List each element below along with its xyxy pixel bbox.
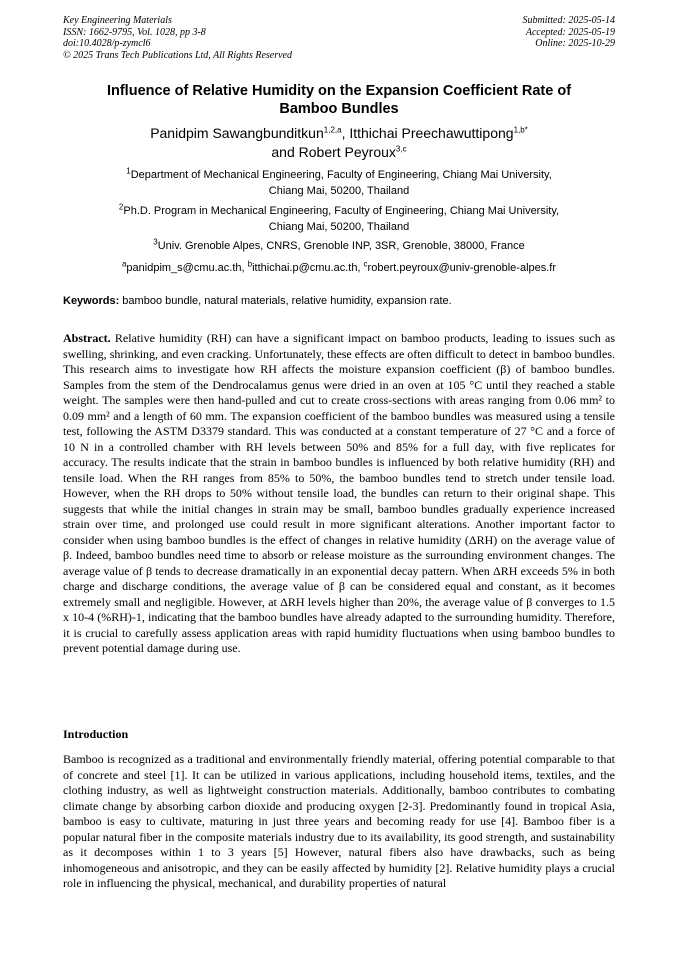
abstract-label: Abstract. [63,331,111,345]
email-superscript: c [363,259,368,269]
email-superscript: b [247,259,253,269]
introduction-text: Bamboo is recognized as a traditional and environmentally friendly material, offering potential comparable to that of concrete and steel [1]. It can be utilized in various applications, including household items, textiles, and the clothing industry, as well as lightweight construction materials. Additionally, bamboo contributes to combating climate change by absorbing carbon dioxide and producing oxygen [2-3]. Predominantly found in tropical Asia, bamboo is easy to cultivate, maturing in just three years and becoming ready for use [4]. Bamboo fiber is a popular natural fiber in the composite materials industry due to its availability, its good strength, and sustainability as it decomposes within 1 to 3 years [5] However, natural fibers also have drawbacks, such as being inhomogeneous and anisotropic, and they can be easily affected by humidity [2]. Relative humidity plays a crucial role in influencing the physical, mechanical, and durability properties of natural [63,752,615,890]
affiliation-line [63,204,615,220]
online-date: Online: 2025-10-29 [535,38,615,49]
author-name: Itthichai Preechawuttipong [349,125,514,141]
accepted-date: Accepted: 2025-05-19 [525,26,615,38]
authors-line-1 [63,124,615,143]
journal-info [63,15,292,61]
keywords [63,294,615,308]
paper-title [63,82,615,118]
author-superscript: 1,b* [513,125,528,135]
publication-dates [523,15,616,50]
email-link[interactable]: panidpim_s@cmu.ac.th, [126,262,248,274]
abstract-text: Relative humidity (RH) can have a significant impact on bamboo products, leading to issues such as swelling, shrinking, and even cracking. Unfortunately, these effects are often difficult to detect in bamboo bundles. This research aims to investigate how RH affects the moisture expansion coefficient (β) of bamboo bundles. Samples from the stem of the Dendrocalamus genus were dried in an oven at 105 °C until they reached a stable weight. The samples were then hand-pulled and cut to create cross-sections with areas ranging from 0.06 mm² to 0.09 mm² and a length of 60 mm. The expansion coefficient of the bamboo bundles was measured using a tensile test, following the ASTM D3379 standard. This was conducted at a constant temperature of 27 °C and a force of 10 N in a controlled chamber with RH levels between 50% and 85% for a full day, with five replicates for accuracy. The results indicate that the strain in bamboo bundles is influenced by both relative humidity (RH) and tensile load. When the RH ranges from 85% to 50%, the bamboo bundles tend to stretch under tensile load. However, when the RH drops to 50% without tensile load, the bundles can return to their original shape. This suggests that while the initial changes in strain may be small, bamboo bundles gradually experience increased strain over time, and prolonged use could result in more significant alterations. Another important factor to consider when using bamboo bundles is the effect of changes in relative humidity (ΔRH) on the average value of β. Indeed, bamboo bundles need time to absorb or release moisture as the surrounding environment changes. The average value of β tends to decrease dramatically in an exponential decay pattern. When ΔRH exceeds 5% in both charge and discharge conditions, the average value of β can be considered equal and constant, as it becomes extremely small and negligible. However, at ΔRH levels higher than 20%, the average value of β converges to 1.5 x 10-4 (%RH)-1, indicating that the bamboo bundles have already adapted to the surrounding humidity. Therefore, it is crucial to carefully assess application areas with rapid humidity fluctuations when using bamboo bundles to prevent potential damage during use. [63,331,615,655]
affiliation-text: Ph.D. Program in Mechanical Engineering, Faculty of Engineering, Chiang Mai University, [123,205,560,217]
author-separator: , [341,125,350,141]
affiliation-text: Department of Mechanical Engineering, Faculty of Engineering, Chiang Mai University, [130,169,552,181]
authors-line-2 [63,143,615,162]
author-name: Panidpim Sawangbunditkun [150,125,324,141]
affiliation-3 [63,239,615,255]
issn: ISSN: 1662-9795, Vol. 1028, pp 3-8 [63,26,206,38]
submitted-date: Submitted: 2025-05-14 [522,15,615,26]
author-superscript: 1,2,a [323,125,342,135]
affiliation-text: Chiang Mai, 50200, Thailand [268,184,410,197]
affiliation-number: 3 [153,237,158,247]
affiliation-number: 2 [118,202,124,212]
email-link[interactable]: robert.peyroux@univ-grenoble-alpes.fr [367,262,557,274]
affiliation-2 [63,204,615,235]
affiliation-line [63,239,615,255]
affiliation-text: Univ. Grenoble Alpes, CNRS, Grenoble INP, 3SR, Grenoble, 38000, France [157,240,525,252]
title-line-1: Influence of Relative Humidity on the Expansion Coefficient Rate of [106,83,572,99]
abstract [63,331,615,657]
author-emails [63,261,615,275]
copyright: © 2025 Trans Tech Publications Ltd, All Rights Reserved [63,49,292,61]
doi: doi:10.4028/p-zymcl6 [63,38,151,49]
journal-name: Key Engineering Materials [63,15,172,26]
keywords-label: Keywords: [63,295,120,307]
author-conjunction: and [271,144,299,160]
affiliation-1 [63,168,615,199]
keywords-text: bamboo bundle, natural materials, relative humidity, expansion rate. [119,295,452,307]
author-list [63,124,615,162]
affiliation-text: Chiang Mai, 50200, Thailand [268,220,410,233]
author-superscript: 3,c [395,144,407,154]
affiliation-number: 1 [126,166,131,176]
author-name: Robert Peyroux [298,144,396,160]
email-superscript: a [121,259,127,269]
title-line-2: Bamboo Bundles [279,101,399,117]
email-link[interactable]: itthichai.p@cmu.ac.th, [252,262,364,274]
affiliation-line [63,168,615,184]
introduction-heading: Introduction [63,727,129,741]
